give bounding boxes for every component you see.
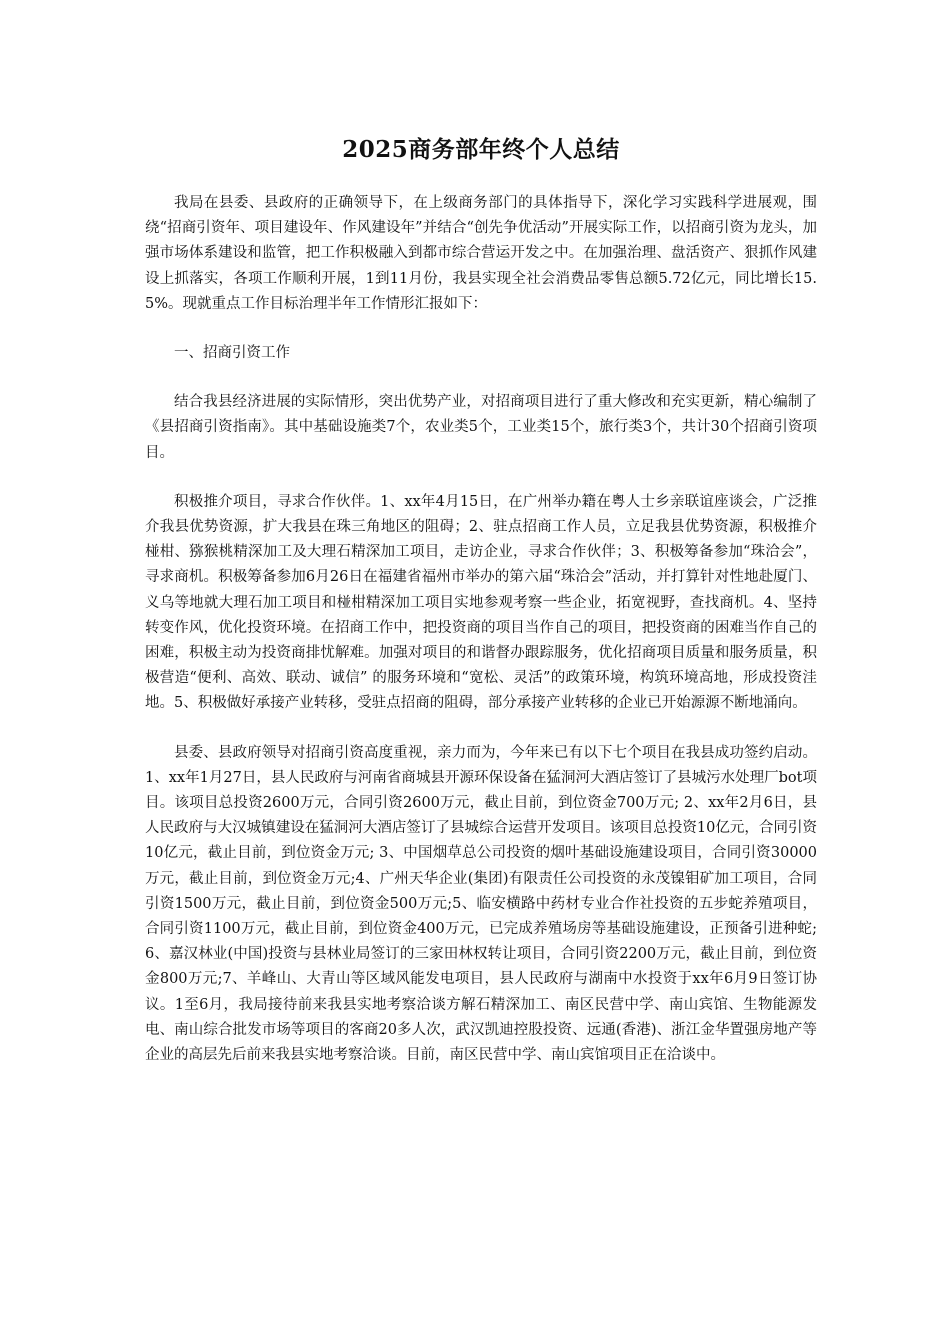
paragraph-signed-projects: 县委、县政府领导对招商引资高度重视，亲力而为，今年来已有以下七个项目在我县成功签约启动。1、xx年1月27日，县人民政府与河南省商城县开源环保设备在猛洞河大酒店签订了县城污水处理厂bot项目。该项目总投资2600万元，合同引资2600万元，截止目前，到位资金700万元; 2、xx年2月6日，县人民政府与大汉城镇建设在猛洞河大酒店签订了县城综合运营开发项目。该项目总投资10亿元，合同引资10亿元，截止目前，到位资金万元; 3、中国烟草总公司投资的烟叶基础设施建设项目，合同引资30000万元，截止目前，到位资金万元;4、广州天华企业(集团)有限责任公司投资的永茂镍钼矿加工项目，合同引资1500万元，截止目前，到位资金500万元;5、临安横路中药材专业合作社投资的五步蛇养殖项目，合同引资1100万元，截止目前，到位资金400万元，已完成养殖场房等基础设施建设，正预备引进种蛇;6、嘉汉林业(中国)投资与县林业局签订的三家田林权转让项目，合同引资2200万元，截止目前，到位资金800万元;7、羊峰山、大青山等区域风能发电项目，县人民政府与湖南中水投资于xx年6月9日签订协议。1至6月，我局接待前来我县实地考察洽谈方解石精深加工、南区民营中学、南山宾馆、生物能源发电、南山综合批发市场等项目的客商20多人次，武汉凯迪控股投资、远通(香港)、浙江金华置强房地产等企业的高层先后前来我县实地考察洽谈。目前，南区民营中学、南山宾馆项目正在洽谈中。 [145, 744, 817, 1064]
section-heading-investment: 一、招商引资工作 [174, 345, 290, 362]
document-title: 2025商务部年终个人总结 [342, 136, 620, 163]
paragraph-investment-guide: 结合我县经济进展的实际情形，突出优势产业，对招商项目进行了重大修改和充实更新，精心编制了《县招商引资指南》。其中基础设施类7个，农业类5个，工业类15个，旅行类3个，共计30个招商引资项目。 [145, 394, 817, 461]
document-body [145, 130, 817, 1092]
paragraph-intro: 我局在县委、县政府的正确领导下，在上级商务部门的具体指导下，深化学习实践科学进展观，围绕“招商引资年、项目建设年、作风建设年”并结合“创先争优活动”开展实际工作，以招商引资为龙头，加强市场体系建设和监管，把工作积极融入到都市综合营运开发之中。在加强治理、盘活资产、狠抓作风建设上抓落实，各项工作顺利开展，1到11月份，我县实现全社会消费品零售总额5.72亿元，同比增长15.5%。现就重点工作目标治理半年工作情形汇报如下： [145, 195, 817, 312]
paragraph-project-promotion: 积极推介项目，寻求合作伙伴。1、xx年4月15日，在广州举办籍在粤人士乡亲联谊座谈会，广泛推介我县优势资源，扩大我县在珠三角地区的阻碍；2、驻点招商工作人员，立足我县优势资源，积极推介椪柑、猕猴桃精深加工及大理石精深加工项目，走访企业，寻求合作伙伴；3、积极筹备参加“珠洽会”，寻求商机。积极筹备参加6月26日在福建省福州市举办的第六届“珠洽会”活动，并打算针对性地赴厦门、义乌等地就大理石加工项目和椪柑精深加工项目实地参观考察一些企业，拓宽视野，查找商机。4、坚持转变作风，优化投资环境。在招商工作中，把投资商的项目当作自己的项目，把投资商的困难当作自己的困难，积极主动为投资商排忧解难。加强对项目的和谐督办跟踪服务，优化招商项目质量和服务质量，积极营造“便利、高效、联动、诚信” 的服务环境和“宽松、灵活”的政策环境，构筑环境高地，形成投资洼地。5、积极做好承接产业转移，受驻点招商的阻碍，部分承接产业转移的企业已开始源源不断地涌向。 [145, 493, 817, 712]
